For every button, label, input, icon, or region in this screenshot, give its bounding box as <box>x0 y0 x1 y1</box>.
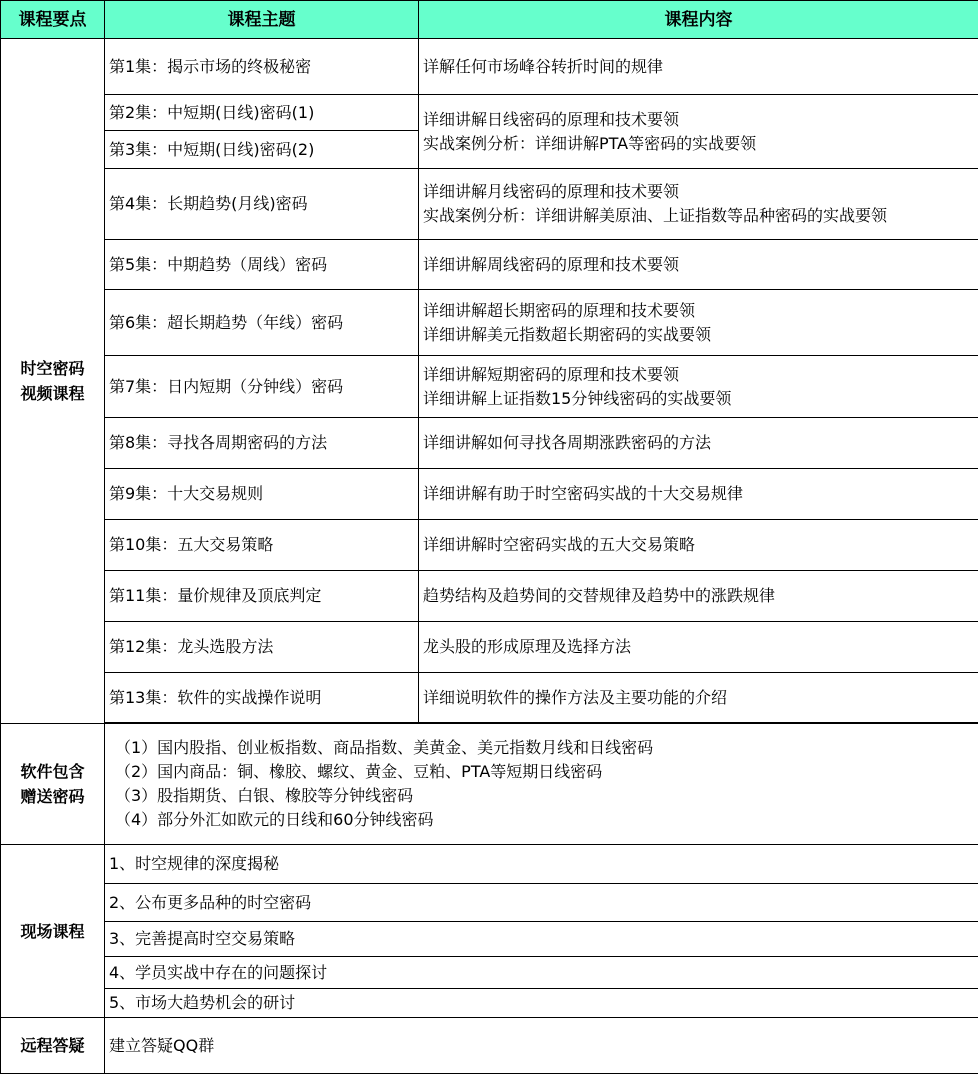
episode-topic: 第1集：揭示市场的终极秘密 <box>105 39 419 95</box>
episode-content: 详细讲解日线密码的原理和技术要领 实战案例分析：详细讲解PTA等密码的实战要领 <box>419 95 978 169</box>
table-row <box>1 571 978 622</box>
episode-topic: 第5集：中期趋势（周线）密码 <box>105 240 419 290</box>
episode-content: 详细讲解有助于时空密码实战的十大交易规律 <box>419 469 978 520</box>
live-item: 1、时空规律的深度揭秘 <box>105 845 978 884</box>
episode-content: 详细讲解时空密码实战的五大交易策略 <box>419 520 978 571</box>
episode-content: 详细讲解超长期密码的原理和技术要领 详细讲解美元指数超长期密码的实战要领 <box>419 290 978 356</box>
episode-topic: 第4集：长期趋势(月线)密码 <box>105 169 419 240</box>
video-course-key: 时空密码 视频课程 <box>1 39 105 724</box>
episode-topic: 第6集：超长期趋势（年线）密码 <box>105 290 419 356</box>
software-item: （2）国内商品：铜、橡胶、螺纹、黄金、豆粕、PTA等短期日线密码 <box>115 760 972 784</box>
live-course-key: 现场课程 <box>1 845 105 1018</box>
episode-topic: 第12集：龙头选股方法 <box>105 622 419 673</box>
software-key: 软件包含 赠送密码 <box>1 724 105 845</box>
software-item: （3）股指期货、白银、橡胶等分钟线密码 <box>115 784 972 808</box>
table-row <box>1 845 978 884</box>
live-item: 2、公布更多品种的时空密码 <box>105 884 978 922</box>
table-row <box>1 169 978 240</box>
table-row <box>1 95 978 131</box>
episode-content: 详细讲解短期密码的原理和技术要领 详细讲解上证指数15分钟线密码的实战要领 <box>419 356 978 418</box>
table-row <box>1 356 978 418</box>
software-item: （1）国内股指、创业板指数、商品指数、美黄金、美元指数月线和日线密码 <box>115 736 972 760</box>
episode-topic: 第10集：五大交易策略 <box>105 520 419 571</box>
remote-content: 建立答疑QQ群 <box>105 1018 978 1074</box>
table-row <box>1 1018 978 1074</box>
header-topic: 课程主题 <box>105 1 419 39</box>
header-key: 课程要点 <box>1 1 105 39</box>
episode-content: 龙头股的形成原理及选择方法 <box>419 622 978 673</box>
table-row <box>1 989 978 1018</box>
table-row <box>1 622 978 673</box>
table-row <box>1 39 978 95</box>
table-row <box>1 724 978 845</box>
table-row <box>1 922 978 957</box>
episode-content: 详细讲解周线密码的原理和技术要领 <box>419 240 978 290</box>
episode-topic: 第13集：软件的实战操作说明 <box>105 673 419 723</box>
table-row <box>1 290 978 356</box>
episode-topic: 第7集：日内短期（分钟线）密码 <box>105 356 419 418</box>
table-row <box>1 469 978 520</box>
header-content: 课程内容 <box>419 1 978 39</box>
episode-content: 详细讲解如何寻找各周期涨跌密码的方法 <box>419 418 978 469</box>
table-row <box>1 957 978 989</box>
episode-topic: 第8集：寻找各周期密码的方法 <box>105 418 419 469</box>
table-row <box>1 673 978 723</box>
software-items <box>105 724 978 845</box>
episode-content: 详解任何市场峰谷转折时间的规律 <box>419 39 978 95</box>
episode-topic: 第11集：量价规律及顶底判定 <box>105 571 419 622</box>
live-item: 4、学员实战中存在的问题探讨 <box>105 957 978 989</box>
episode-content: 趋势结构及趋势间的交替规律及趋势中的涨跌规律 <box>419 571 978 622</box>
header-row <box>1 1 978 39</box>
remote-key: 远程答疑 <box>1 1018 105 1074</box>
episode-topic: 第9集：十大交易规则 <box>105 469 419 520</box>
episode-topic: 第3集：中短期(日线)密码(2) <box>105 131 419 169</box>
live-item: 3、完善提高时空交易策略 <box>105 922 978 957</box>
live-item: 5、市场大趋势机会的研讨 <box>105 989 978 1018</box>
table-row <box>1 520 978 571</box>
table-row <box>1 418 978 469</box>
episode-topic: 第2集：中短期(日线)密码(1) <box>105 95 419 131</box>
table-row <box>1 240 978 290</box>
table-row <box>1 884 978 922</box>
episode-content: 详细讲解月线密码的原理和技术要领 实战案例分析：详细讲解美原油、上证指数等品种密码的实战要领 <box>419 169 978 240</box>
software-item: （4）部分外汇如欧元的日线和60分钟线密码 <box>115 808 972 832</box>
episode-content: 详细说明软件的操作方法及主要功能的介绍 <box>419 673 978 723</box>
